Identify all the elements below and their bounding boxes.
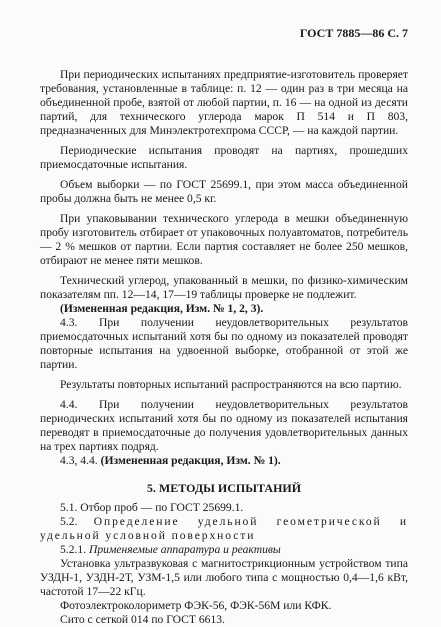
- paragraph-sieve: Сито с сеткой 014 по ГОСТ 6613.: [60, 613, 225, 626]
- paragraph-sample-volume: Объем выборки — по ГОСТ 25699.1, при этом масса объединенной пробы должна быть не менее 0,5 кг.: [40, 178, 408, 205]
- revision-note: (Измененная редакция, Изм. № 1, 2, 3).: [60, 302, 264, 315]
- revision-note-text: (Измененная редакция, Изм. № 1).: [100, 454, 281, 467]
- paragraph-bagged-carbon: [40, 274, 408, 302]
- paragraph-periodic-tests: При периодических испытаниях предприятие-изготовитель проверяет требования, установленные в таблице: п. 12 — один раз в три месяца на объединенной пробе, взятой от любой партии, п. 16 — на одной из десяти партий, для технического углерода марок П 514 и П 803, предназначенных для Минэлектротехпрома СССР, — на каждой партии.: [40, 68, 408, 137]
- section-title: 5. МЕТОДЫ ИСПЫТАНИЙ: [146, 481, 302, 495]
- clause-5-2-title: Определение удельной геометрической и удельной условной поверхности: [40, 515, 408, 542]
- paragraph-photocolorimeter: Фотоэлектроколориметр ФЭК-56, ФЭК-56М или КФК.: [60, 599, 332, 612]
- paragraph-periodic-batches: Периодические испытания проводят на партиях, прошедших приемосдаточные испытания.: [40, 144, 408, 171]
- clause-4-4: 4.4. При получении неудовлетворительных результатов периодических испытаний хотя бы по одному из показателей испытания переводят в приемосдаточные до получения удовлетворительных данных на трех партиях подряд.: [40, 398, 408, 453]
- revision-note-4-3-4-4: [40, 454, 408, 468]
- paragraph-bagged-carbon-text: Технический углерод, упакованный в мешки, по физико-химическим показателям пп. 12—14, 17—19 таблицы проверке не подлежит.: [40, 274, 408, 301]
- revision-note-prefix: 4.3, 4.4.: [60, 454, 98, 467]
- clause-4-3: 4.3. При получении неудовлетворительных результатов приемосдаточных испытаний хотя бы по одному из показателей проводят повторные испытания на удвоенной выборке, отобранной от этой же партии.: [40, 316, 408, 371]
- clause-5-2-1-title: Применяемые аппаратура и реактивы: [89, 543, 281, 556]
- paragraph-ultrasonic-unit: Установка ультразвуковая с магнитострикционным устройством типа УЗДН-1, УЗДН-2Т, УЗМ-1,5 или любого типа с мощностью 0,4—1,6 кВт, частотой 17—22 кГц.: [40, 557, 408, 598]
- clause-5-2: [40, 515, 408, 543]
- paragraph-retest-results: Результаты повторных испытаний распространяются на всю партию.: [60, 378, 402, 391]
- clause-5-1: 5.1. Отбор проб — по ГОСТ 25699.1.: [60, 501, 244, 514]
- page-header: ГОСТ 7885—86 С. 7: [299, 26, 408, 40]
- clause-5-2-1: [40, 543, 408, 557]
- clause-5-2-1-number: 5.2.1.: [60, 543, 87, 556]
- paragraph-bag-packing: При упаковывании технического углерода в мешки объединенную пробу изготовитель отбирает от упаковочных полуавтоматов, потребитель — 2 % мешков от партии. Если партия составляет не более 250 мешков, отбирают не менее пяти мешков.: [40, 212, 408, 267]
- document-body: [40, 68, 408, 627]
- clause-5-2-number: 5.2.: [60, 515, 78, 528]
